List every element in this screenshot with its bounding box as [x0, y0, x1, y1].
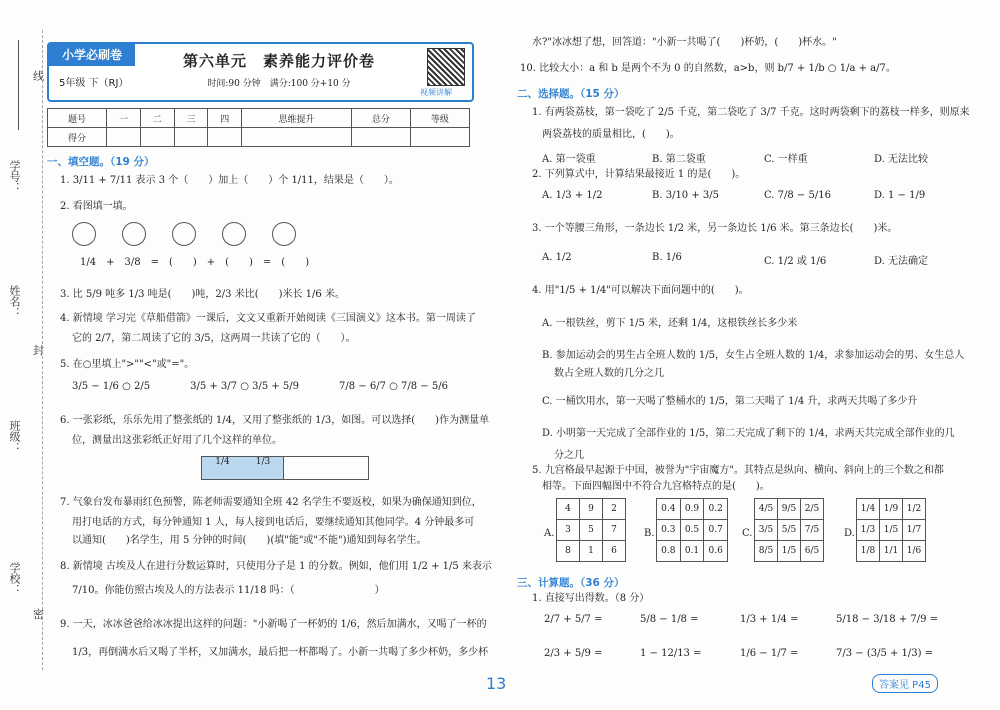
school-label: 学校： — [8, 562, 21, 595]
circle-figure — [222, 222, 246, 246]
question-text: 4. 用"1/5 + 1/4"可以解决下面问题中的( )。 — [532, 285, 749, 296]
question-text: 3. 一个等腰三角形，一条边长 1/2 米，另一条边长 1/6 米。第三条边长( )米。 — [532, 223, 898, 234]
choice-option[interactable]: D. 小明第一天完成了全部作业的 1/5，第二天完成了剩下的 1/4，求两天共完成全部作业的几 — [542, 428, 955, 439]
table-row — [48, 128, 470, 147]
calc-item[interactable]: 2/7 + 5/7 = — [544, 614, 603, 625]
choice-option-cont: 分之几 — [554, 450, 584, 461]
question-text: 1. 直接写出得数。（8 分） — [532, 593, 650, 604]
calc-item[interactable]: 1/3 + 1/4 = — [740, 614, 799, 625]
table-cell: 得分 — [48, 128, 107, 147]
question-text: 5. 九宫格最早起源于中国，被誉为"宇宙魔方"。其特点是纵向、横向、斜向上的三个数之和都 — [532, 465, 944, 476]
qr-code-icon[interactable] — [427, 48, 465, 86]
choice-option[interactable]: C. 一桶饮用水，第一天喝了整桶水的 1/5，第二天喝了 1/4 升，求两天共喝了多少升 — [542, 396, 918, 407]
circle-figure — [72, 222, 96, 246]
strip-part: 1/3 — [243, 457, 284, 479]
choice-option[interactable]: D. 1 − 1/9 — [874, 190, 926, 201]
table-cell: 题号 — [48, 109, 107, 128]
magic-square-b: 0.4 0.9 0.2 0.3 0.5 0.7 0.8 0.1 0.6 — [656, 498, 728, 562]
question-text: 位，测量出这张彩纸正好用了几个这样的单位。 — [72, 435, 282, 446]
choice-option[interactable]: B. 第二袋重 — [652, 154, 706, 165]
section-fill-title: 一、填空题。（19 分） — [47, 156, 155, 168]
strip-part: 1/4 — [202, 457, 244, 479]
score-cell[interactable] — [140, 128, 174, 147]
question-text: 1/3，再倒满水后又喝了半杯，又加满水，最后把一杯都喝了。小新一共喝了多少杯奶，多少杯 — [72, 647, 489, 658]
circle-figure — [272, 222, 296, 246]
line-mark: 线 — [33, 70, 44, 83]
table-cell: 总分 — [351, 109, 410, 128]
question-text: 1/4 + 3/8 = ( ) + ( ) = ( ) — [80, 257, 310, 268]
table-cell: 三 — [174, 109, 208, 128]
table-cell: 思维提升 — [242, 109, 352, 128]
cut-line — [18, 40, 19, 130]
question-text: 5. 在○里填上">""<"或"="。 — [60, 359, 195, 370]
question-text: 用打电话的方式，每分钟通知 1 人，每人接到电话后，要继续通知其他同学。4 分钟最多可 — [72, 517, 475, 528]
binding-dashed-line — [42, 30, 43, 670]
circle-figure — [122, 222, 146, 246]
question-text: 8. 新情境 古埃及人在进行分数运算时，只使用分子是 1 的分数。例如，他们用 1/2 + 1/5 来表示 — [60, 561, 492, 572]
seal-mark: 封 — [33, 344, 44, 357]
question-text: 它的 2/7，第二周读了它的 3/5，这两周一共读了它的（ ）。 — [72, 333, 356, 344]
class-label: 班级： — [8, 420, 21, 453]
calc-item[interactable]: 7/3 − (3/5 + 1/3) = — [836, 648, 934, 659]
question-text: 1. 有两袋荔枝，第一袋吃了 2/5 千克，第二袋吃了 3/7 千克。这时两袋剩下的荔枝一样多，则原来 — [532, 107, 970, 118]
question-text: 以通知( )名学生，用 5 分钟的时间( )(填"能"或"不能")通知到每名学生。 — [72, 535, 427, 546]
question-text: 3. 比 5/9 吨多 1/3 吨是( )吨，2/3 米比( )米长 1/6 米。 — [60, 289, 345, 300]
score-table — [47, 108, 470, 147]
choice-option[interactable]: A. 一根铁丝，剪下 1/5 米，还剩 1/4，这根铁丝长多少米 — [542, 318, 798, 329]
choice-option[interactable]: A. 1/2 — [542, 252, 572, 263]
question-text: 2. 看图填一填。 — [60, 201, 133, 212]
name-label: 姓名： — [8, 285, 21, 318]
question-text: 1. 3/11 + 7/11 表示 3 个（ ）加上（ ）个 1/11，结果是（ ）。 — [60, 175, 399, 186]
choice-label[interactable]: A. — [544, 528, 555, 539]
question-text: 7/10。你能仿照古埃及人的方法表示 11/18 吗：（ ） — [72, 585, 385, 596]
choice-option[interactable]: D. 无法比较 — [874, 154, 929, 165]
paper-strip-figure — [201, 456, 369, 480]
calc-item[interactable]: 1/6 − 1/7 = — [740, 648, 799, 659]
question-text: 2. 下列算式中，计算结果最接近 1 的是( )。 — [532, 169, 746, 180]
calc-item[interactable]: 5/18 − 3/18 + 7/9 = — [836, 614, 939, 625]
choice-label[interactable]: B. — [644, 528, 655, 539]
choice-label[interactable]: C. — [742, 528, 753, 539]
choice-label[interactable]: D. — [844, 528, 855, 539]
calc-item[interactable]: 5/8 − 1/8 = — [640, 614, 699, 625]
choice-option[interactable]: A. 1/3 + 1/2 — [542, 190, 603, 201]
page-number: 13 — [486, 674, 507, 693]
exam-info: 时间:90 分钟 满分:100 分+10 分 — [207, 79, 351, 89]
choice-option-cont: 数占全班人数的几分之几 — [554, 368, 664, 379]
table-cell: 一 — [107, 109, 141, 128]
question-text: 7. 气象台发布暴雨红色预警，陈老师需要通知全班 42 名学生不要返校，如果为确保通知到位， — [60, 497, 482, 508]
brand-label: 小学必刷卷 — [49, 44, 135, 66]
score-cell[interactable] — [107, 128, 141, 147]
choice-option[interactable]: D. 无法确定 — [874, 256, 929, 267]
dense-mark: 密 — [33, 608, 44, 621]
score-cell[interactable] — [174, 128, 208, 147]
grade-label: 5年级 下（RJ） — [59, 78, 129, 89]
table-cell: 等级 — [410, 109, 469, 128]
score-cell[interactable] — [242, 128, 352, 147]
choice-option[interactable]: C. 一样重 — [764, 154, 808, 165]
magic-square-a: 4 9 2 3 5 7 8 1 6 — [556, 498, 626, 562]
magic-square-c: 4/5 9/5 2/5 3/5 5/5 7/5 8/5 1/5 6/5 — [754, 498, 824, 562]
video-link[interactable]: 视频讲解 — [420, 88, 452, 97]
score-cell[interactable] — [410, 128, 469, 147]
binding-strip — [0, 0, 44, 710]
table-row — [48, 109, 470, 128]
question-text: 4. 新情境 学习完《草船借箭》一课后，文文又重新开始阅读《三国演义》这本书。第一周读了 — [60, 313, 476, 324]
choice-option[interactable]: B. 3/10 + 3/5 — [652, 190, 719, 201]
choice-option[interactable]: C. 7/8 − 5/16 — [764, 190, 831, 201]
choice-option[interactable]: B. 参加运动会的男生占全班人数的 1/5，女生占全班人数的 1/4，求参加运动会的男、女生总人 — [542, 350, 965, 361]
choice-option[interactable]: B. 1/6 — [652, 252, 682, 263]
section-choice-title: 二、选择题。（15 分） — [517, 88, 625, 100]
question-text: 两袋荔枝的质量相比，( )。 — [542, 129, 680, 140]
section-calc-title: 三、计算题。（36 分） — [517, 577, 625, 589]
page-title: 第六单元 素养能力评价卷 — [182, 52, 375, 70]
calc-item[interactable]: 2/3 + 5/9 = — [544, 648, 603, 659]
table-cell: 四 — [208, 109, 242, 128]
circle-figure — [172, 222, 196, 246]
question-text: 10. 比较大小：a 和 b 是两个不为 0 的自然数，a>b，则 b/7 + 1/b ○ 1/a + a/7。 — [520, 63, 896, 74]
question-text: 3/5 − 1/6 ○ 2/5 3/5 + 3/7 ○ 3/5 + 5/9 7/8 − 6/7 ○ 7/8 − 5/6 — [72, 381, 448, 392]
score-cell[interactable] — [351, 128, 410, 147]
table-cell: 二 — [140, 109, 174, 128]
choice-option[interactable]: C. 1/2 或 1/6 — [764, 256, 827, 267]
question-text: 相等。下面四幅图中不符合九宫格特点的是( )。 — [542, 481, 770, 492]
question-text: 9. 一天，冰冰爸爸给冰冰提出这样的问题："小新喝了一杯奶的 1/6，然后加满水，又喝了一杯的 — [60, 619, 487, 630]
question-text: 6. 一张彩纸，乐乐先用了整张纸的 1/4，又用了整张纸的 1/3，如图。可以选择( )作为测量单 — [60, 415, 490, 426]
worksheet-header — [47, 42, 474, 102]
calc-item[interactable]: 1 − 12/13 = — [640, 648, 702, 659]
answer-reference: 答案见 P45 — [872, 674, 938, 693]
magic-square-d: 1/4 1/9 1/2 1/3 1/5 1/7 1/8 1/1 1/6 — [856, 498, 926, 562]
score-cell[interactable] — [208, 128, 242, 147]
student-no-label: 学号： — [8, 160, 21, 193]
choice-option[interactable]: A. 第一袋重 — [542, 154, 596, 165]
question-text: 水?"冰冰想了想，回答道："小新一共喝了( )杯奶，( )杯水。" — [532, 37, 837, 48]
